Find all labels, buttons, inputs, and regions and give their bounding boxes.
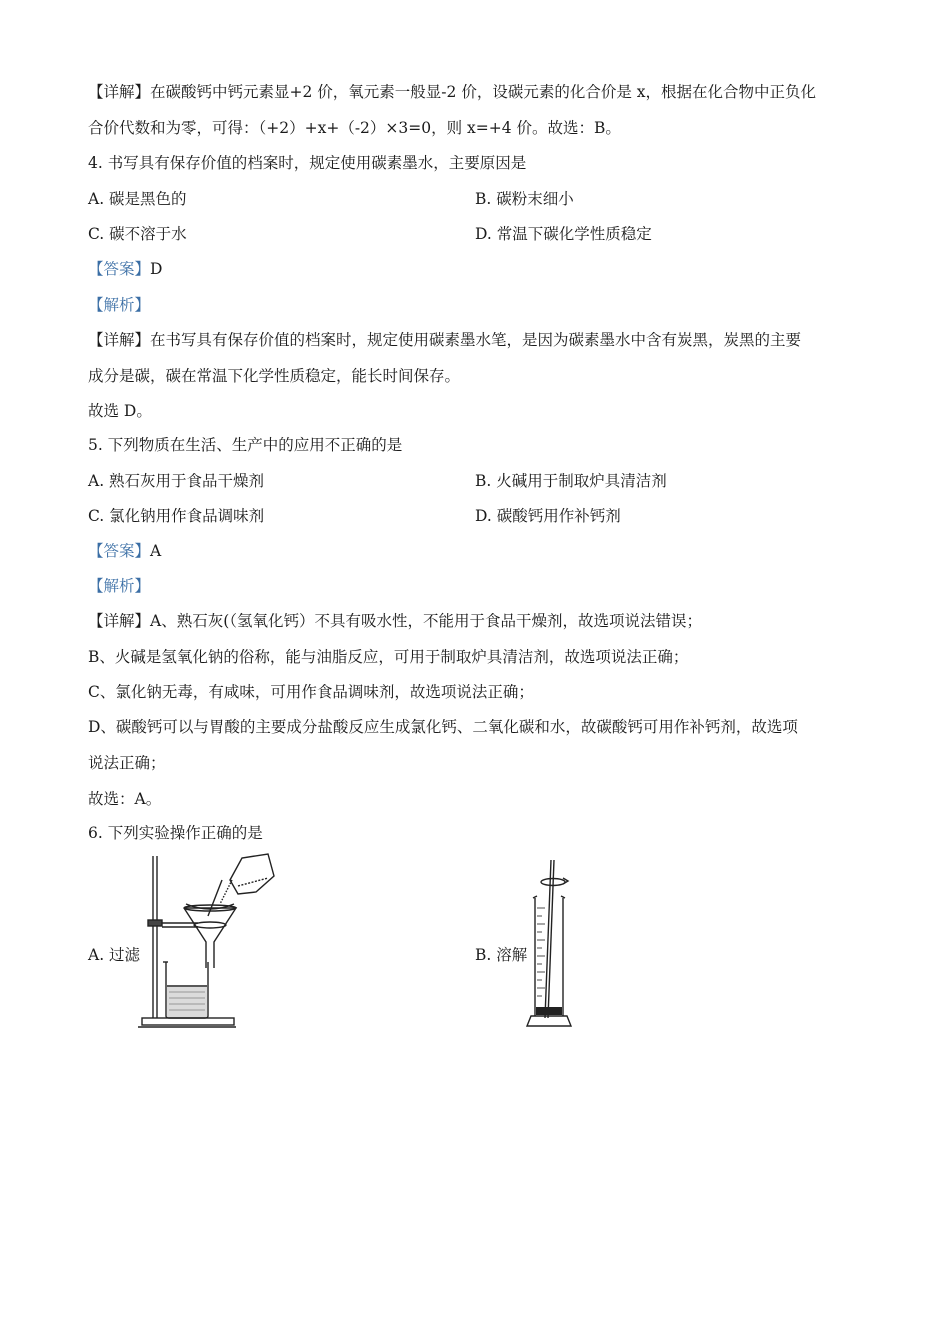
q4-analysis-tag: 【解析】 (88, 296, 151, 314)
q5-answer-tag: 【答案】 (88, 542, 151, 560)
q5-analysis-tag: 【解析】 (88, 577, 151, 595)
q5-conclusion: 故选：A。 (88, 790, 162, 808)
q4-answer-tag: 【答案】 (88, 260, 151, 278)
q4-conclusion: 故选 D。 (88, 402, 152, 420)
q5-detail-b: B、火碱是氢氧化钠的俗称，能与油脂反应，可用于制取炉具清洁剂，故选项说法正确； (88, 648, 689, 666)
q5-option-c: C. 氯化钠用作食品调味剂 (88, 507, 265, 525)
q5-detail-d-1: D、碳酸钙可以与胃酸的主要成分盐酸反应生成氯化钙、二氧化碳和水，故碳酸钙可用作补钙剂，故选项 (88, 718, 798, 736)
q5-option-b: B. 火碱用于制取炉具清洁剂 (475, 472, 667, 490)
q5-answer-line (88, 540, 863, 562)
q5-option-d: D. 碳酸钙用作补钙剂 (475, 507, 621, 525)
q4-detail-text-1: 在书写具有保存价值的档案时，规定使用碳素墨水笔，是因为碳素墨水中含有炭黑，炭黑的主要 (150, 331, 802, 349)
q4-option-b: B. 碳粉末细小 (475, 190, 574, 208)
q4-detail-tag: 【详解】 (88, 331, 151, 349)
q3-detail-line-2: 合价代数和为零，可得：（+2）+x+（-2）×3=0，则 x=+4 价。故选：B。 (88, 119, 621, 137)
q5-detail-c: C、氯化钠无毒，有咸味，可用作食品调味剂，故选项说法正确； (88, 683, 534, 701)
q4-answer: D (150, 260, 163, 278)
q4-stem: 4. 书写具有保存价值的档案时，规定使用碳素墨水，主要原因是 (88, 154, 527, 172)
q6-option-a: A. 过滤 (88, 946, 141, 964)
q5-detail-d-2: 说法正确； (88, 754, 166, 772)
q4-option-c: C. 碳不溶于水 (88, 225, 187, 243)
q4-detail-line-2: 成分是碳，碳在常温下化学性质稳定，能长时间保存。 (88, 367, 461, 385)
q4-detail-line-1 (88, 329, 863, 351)
q3-detail-text-1: 在碳酸钙中钙元素显+2 价，氧元素一般显-2 价，设碳元素的化合价是 x，根据在化合物中正负化 (150, 83, 816, 101)
filtration-apparatus-icon (138, 850, 278, 1032)
q5-detail-a (88, 610, 863, 632)
q6-option-b: B. 溶解 (475, 946, 528, 964)
q6-stem: 6. 下列实验操作正确的是 (88, 824, 263, 842)
q5-option-a: A. 熟石灰用于食品干燥剂 (88, 472, 265, 490)
q5-detail-a-text: A、熟石灰(（氢氧化钙）不具有吸水性，不能用于食品干燥剂，故选项说法错误； (150, 612, 703, 630)
q3-detail-line-1 (88, 81, 863, 103)
q5-stem: 5. 下列物质在生活、生产中的应用不正确的是 (88, 436, 403, 454)
q5-detail-tag: 【详解】 (88, 612, 151, 630)
q4-option-a: A. 碳是黑色的 (88, 190, 187, 208)
q5-answer: A (150, 542, 162, 560)
q3-detail-tag: 【详解】 (88, 83, 151, 101)
q4-answer-line (88, 258, 863, 280)
q4-option-d: D. 常温下碳化学性质稳定 (475, 225, 652, 243)
graduated-cylinder-stirring-icon (525, 856, 581, 1032)
